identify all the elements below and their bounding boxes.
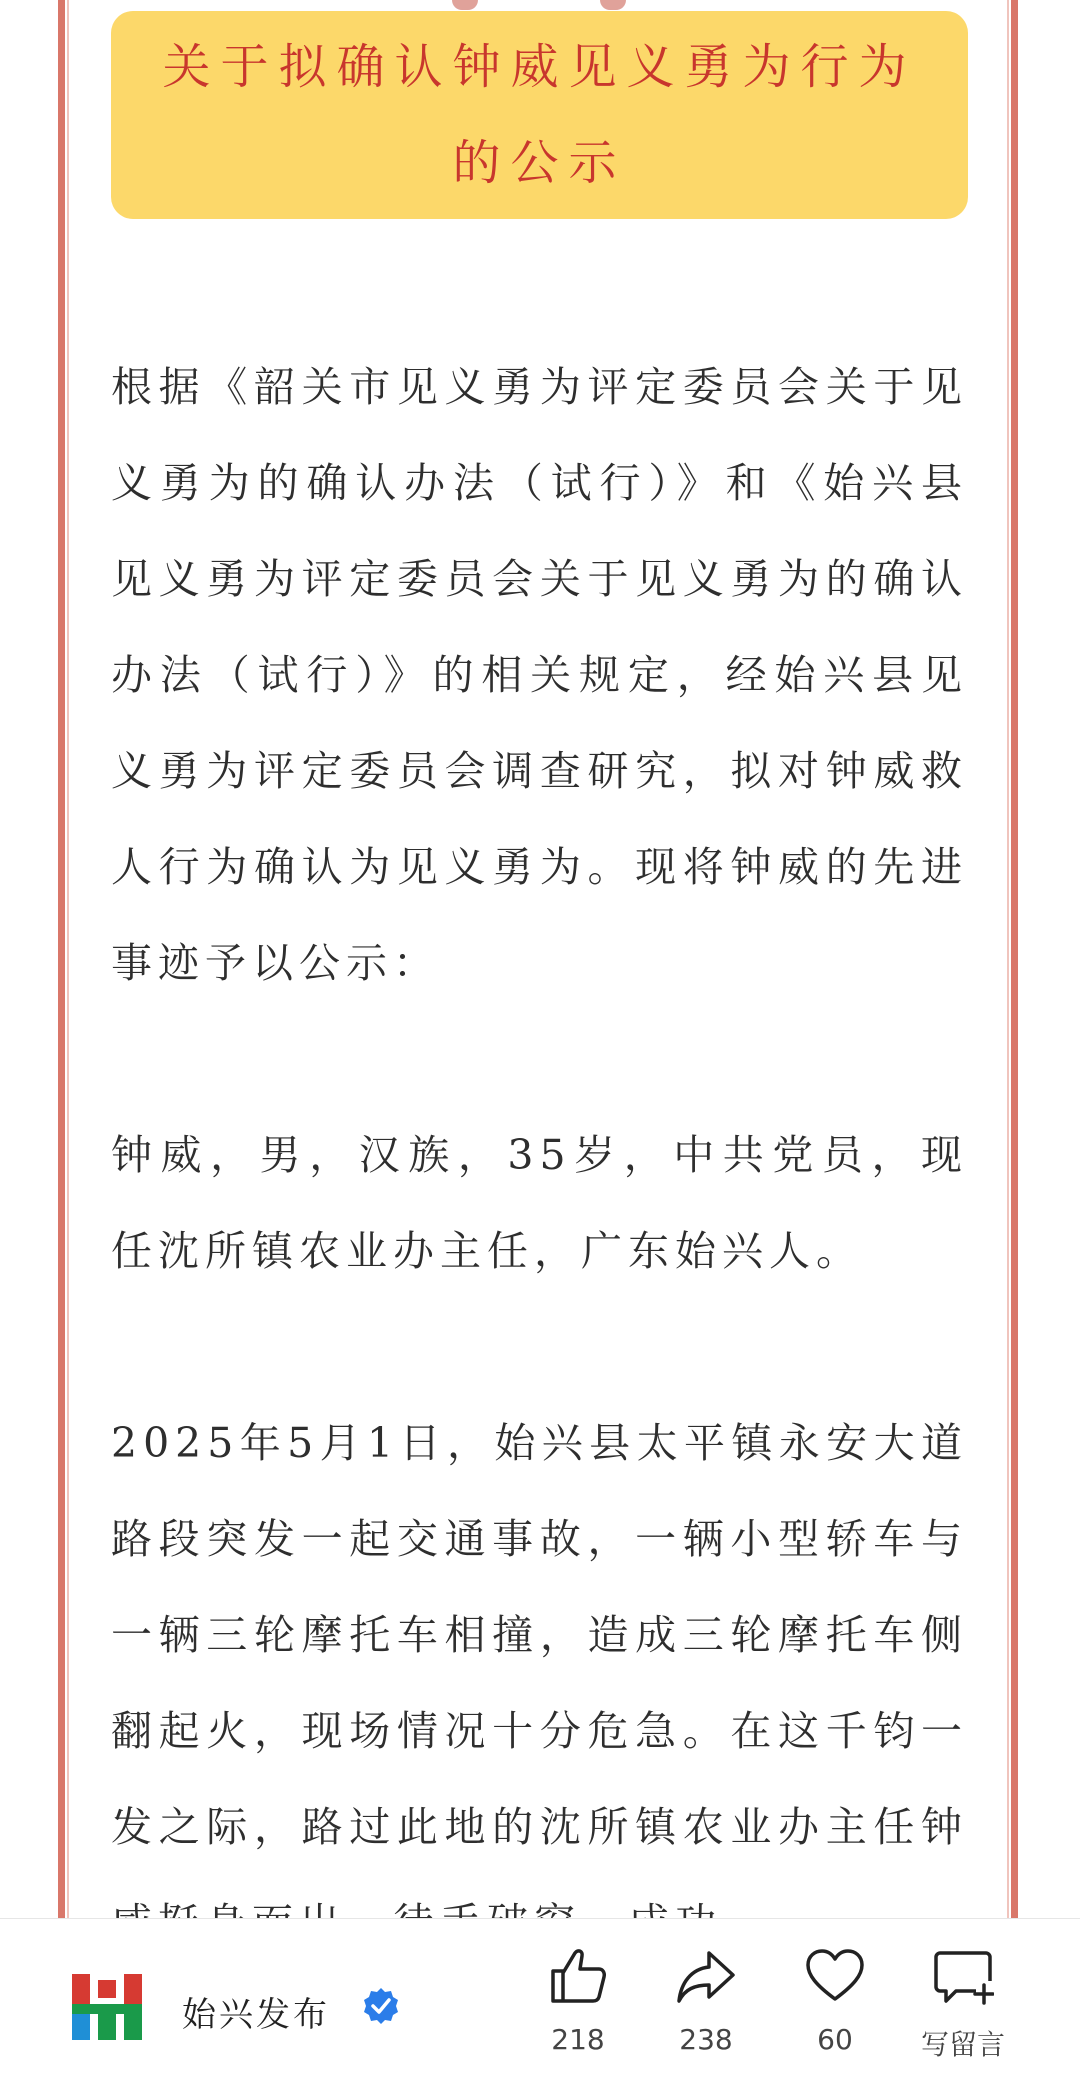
title-banner	[111, 11, 968, 219]
paragraph-intro: 根据《韶关市见义勇为评定委员会关于见义勇为的确认办法（试行）》和《始兴县见义勇为评定委员会关于见义勇为的确认办法（试行）》的相关规定，经始兴县见义勇为评定委员会调查研究，拟对钟威救人行为确认为见义勇为。现将钟威的先进事迹予以公示：	[111, 363, 968, 987]
top-ornament-right	[600, 0, 626, 10]
account-logo[interactable]	[72, 1974, 142, 2040]
like-button[interactable]	[523, 1945, 633, 2075]
account-name[interactable]: 始兴发布	[182, 1995, 330, 2035]
article-title: 关于拟确认钟威见义勇为行为的公示	[162, 39, 917, 191]
share-button[interactable]	[651, 1945, 761, 2075]
left-border-decoration	[58, 0, 65, 1918]
heart-icon	[804, 1945, 866, 2007]
comment-plus-icon	[932, 1945, 994, 2007]
share-count: 238	[679, 2023, 733, 2056]
thumbs-up-icon	[547, 1945, 609, 2007]
write-comment-button[interactable]	[908, 1945, 1018, 2075]
share-arrow-icon	[675, 1945, 737, 2007]
top-ornament-left	[452, 0, 478, 10]
article-body	[111, 339, 968, 2067]
favorite-button[interactable]	[780, 1945, 890, 2075]
favorite-count: 60	[817, 2023, 853, 2056]
paragraph-profile: 钟威，男，汉族，35岁，中共党员，现任沈所镇农业办主任，广东始兴人。	[111, 1131, 968, 1275]
right-border-decoration	[1011, 0, 1018, 1918]
verified-badge-icon	[362, 1987, 400, 2025]
bottom-action-bar	[0, 1918, 1080, 2096]
like-count: 218	[551, 2023, 605, 2056]
write-comment-label: 写留言	[920, 2028, 1005, 2061]
paragraph-event: 2025年5月1日，始兴县太平镇永安大道路段突发一起交通事故，一辆小型轿车与一辆三轮摩托车相撞，造成三轮摩托车侧翻起火，现场情况十分危急。在这千钧一发之际，路过此地的沈所镇农业办主任钟	[111, 1419, 968, 1851]
